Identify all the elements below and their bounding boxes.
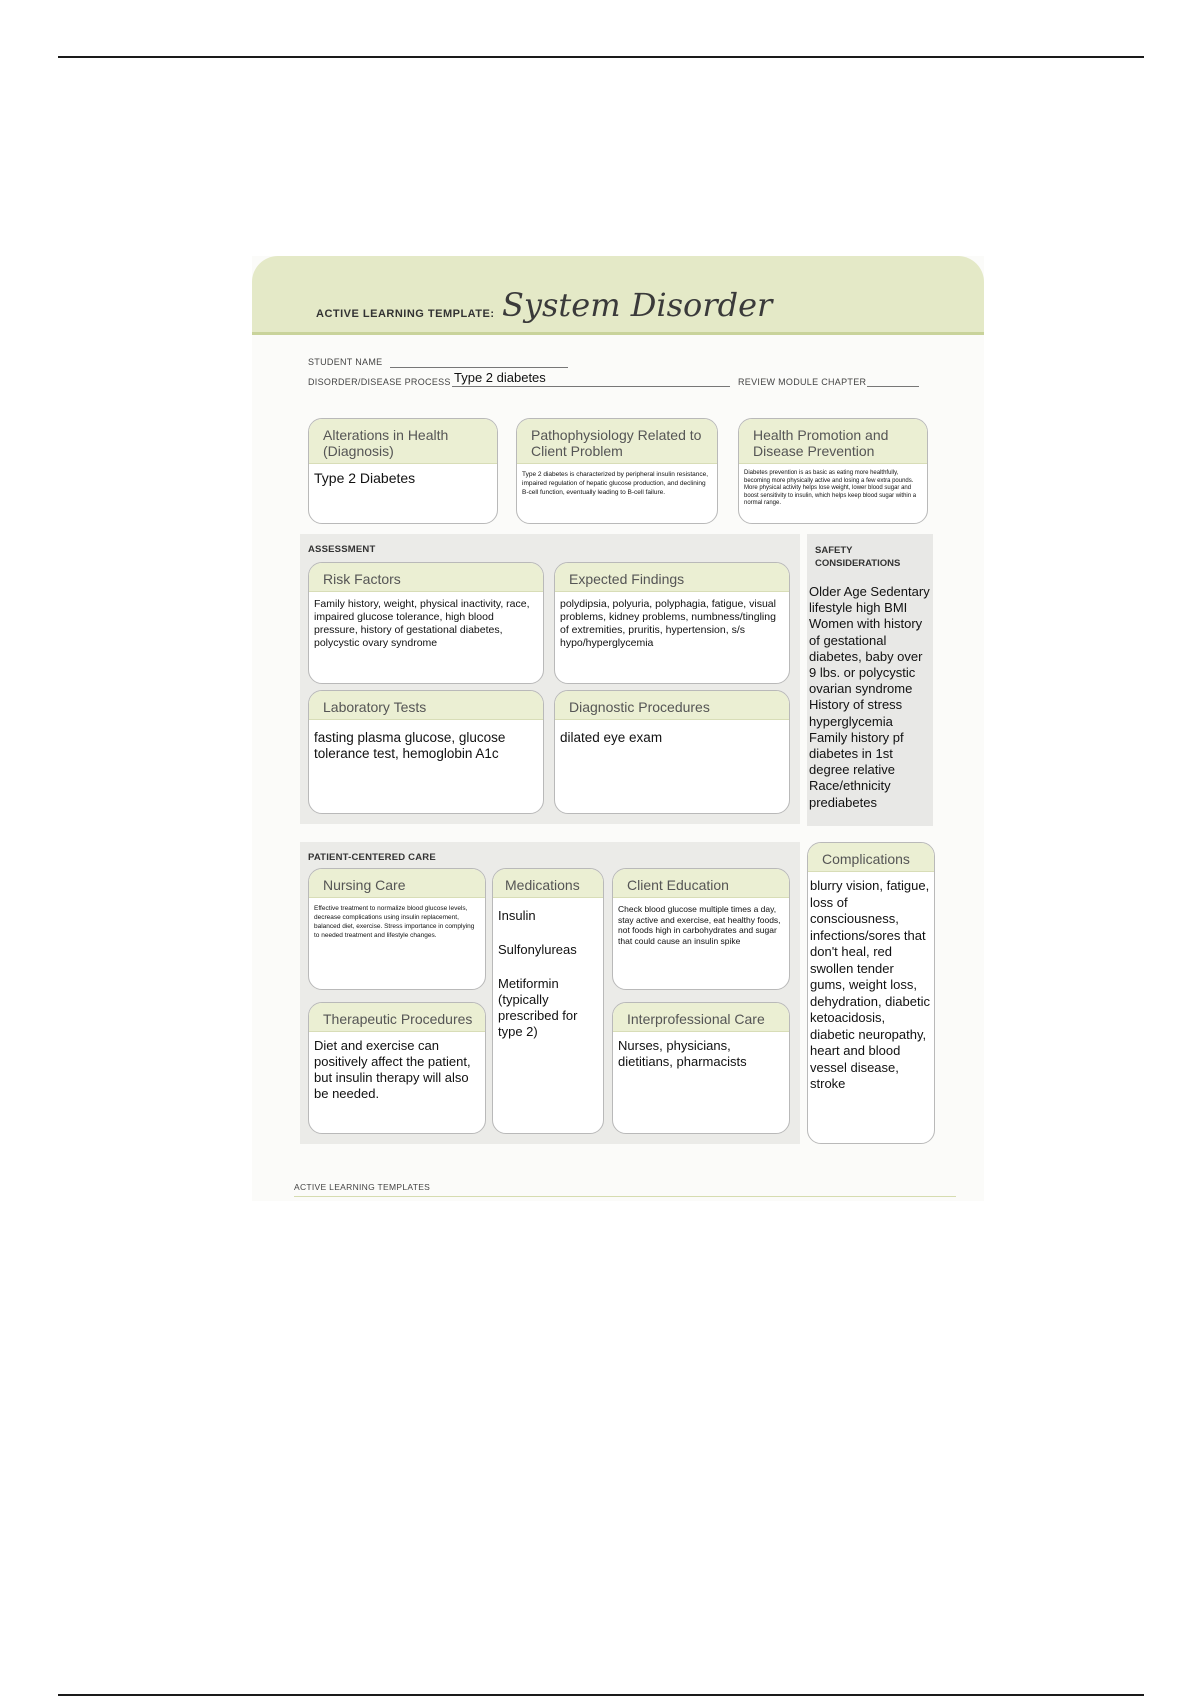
card-title: Complications (808, 843, 934, 872)
footer-label: ACTIVE LEARNING TEMPLATES (294, 1182, 431, 1192)
card-title: Expected Findings (555, 563, 789, 592)
card-laboratory-tests (308, 690, 544, 814)
card-alterations-in-health (308, 418, 498, 524)
assessment-title: ASSESSMENT (308, 544, 376, 555)
card-title: Diagnostic Procedures (555, 691, 789, 720)
student-name-line (390, 367, 568, 368)
review-module-line (867, 386, 919, 387)
card-title: Pathophysiology Related to Client Problem (517, 419, 717, 464)
card-title: Laboratory Tests (309, 691, 543, 720)
page-top-rule (58, 56, 1144, 58)
card-risk-factors (308, 562, 544, 684)
medication-item: Sulfonylureas (498, 942, 577, 957)
card-body: fasting plasma glucose, glucose tolerance test, hemoglobin A1c (314, 730, 506, 761)
banner-label: ACTIVE LEARNING TEMPLATE: (316, 308, 495, 320)
card-title: Health Promotion and Disease Prevention (739, 419, 927, 464)
card-therapeutic-procedures (308, 1002, 486, 1134)
page-bottom-rule (58, 1694, 1144, 1696)
medications-list (493, 898, 603, 1064)
card-body: Nurses, physicians, dietitians, pharmacists (618, 1038, 747, 1069)
card-body: Effective treatment to normalize blood glucose levels, decrease complications using insulin replacement, balanced diet, exercise. Stress importance in complying to needed treatment and lifestyle changes. (314, 905, 475, 939)
assessment-panel (300, 534, 800, 824)
card-health-promotion (738, 418, 928, 524)
card-medications (492, 868, 604, 1134)
card-body: dilated eye exam (560, 730, 663, 745)
card-body: Check blood glucose multiple times a day, stay active and exercise, eat healthy foods, not foods high in carbohydrates and sugar that could cause an insulin spike (618, 904, 781, 946)
template-sheet (252, 256, 984, 1201)
card-body: Type 2 Diabetes (314, 470, 416, 486)
card-interprofessional-care (612, 1002, 790, 1134)
patient-centered-care-panel (300, 842, 800, 1144)
safety-body: Older Age Sedentary lifestyle high BMI Women with history of gestational diabetes, baby over 9 lbs. or polycystic ovarian syndrome History of stress hyperglycemia Family history pf diabetes in 1st degree relative Race/ethnicity prediabetes (809, 584, 930, 810)
card-expected-findings (554, 562, 790, 684)
card-body: Diabetes prevention is as basic as eating more healthfully, becoming more physically active and losing a few extra pounds. More physical activity helps lose weight, lower blood sugar and boost sensitivity to insulin, which helps keep blood sugar within a normal range. (744, 470, 917, 506)
disorder-label: DISORDER/DISEASE PROCESS (308, 377, 451, 387)
disorder-value: Type 2 diabetes (454, 370, 546, 385)
footer-rule (294, 1196, 956, 1197)
banner-title: System Disorder (502, 286, 773, 324)
card-title: Therapeutic Procedures (309, 1003, 485, 1032)
medication-item: Metiformin (typically prescribed for type 2) (498, 976, 578, 1039)
card-body: Type 2 diabetes is characterized by peripheral insulin resistance, impaired regulation of hepatic glucose production, and declining B-cell function, eventually leading to B-cell failure. (522, 471, 709, 496)
card-title: Client Education (613, 869, 789, 898)
card-body: Diet and exercise can positively affect the patient, but insulin therapy will also be needed. (314, 1038, 471, 1101)
card-client-education (612, 868, 790, 990)
card-nursing-care (308, 868, 486, 990)
card-complications (807, 842, 935, 1144)
template-banner (252, 256, 984, 335)
safety-considerations (807, 534, 933, 826)
safety-title: SAFETY CONSIDERATIONS (815, 545, 901, 569)
card-pathophysiology (516, 418, 718, 524)
card-title: Nursing Care (309, 869, 485, 898)
care-title: PATIENT-CENTERED CARE (308, 852, 436, 863)
card-diagnostic-procedures (554, 690, 790, 814)
review-module-label: REVIEW MODULE CHAPTER (738, 377, 867, 387)
student-name-label: STUDENT NAME (308, 357, 383, 367)
card-title: Interprofessional Care (613, 1003, 789, 1032)
medication-item: Insulin (498, 908, 536, 923)
card-title: Risk Factors (309, 563, 543, 592)
card-body: polydipsia, polyuria, polyphagia, fatigue, visual problems, kidney problems, numbness/tingling of extremities, pruritis, hypertension, s/s hypo/hyperglycemia (560, 598, 776, 649)
card-title: Medications (493, 869, 603, 898)
card-body: blurry vision, fatigue, loss of consciousness, infections/sores that don't heal, red swollen tender gums, weight loss, dehydration, diabetic ketoacidosis, diabetic neuropathy, heart and blood vessel disease, stroke (810, 878, 930, 1091)
disorder-line (452, 386, 730, 387)
card-body: Family history, weight, physical inactivity, race, impaired glucose tolerance, high blood pressure, history of gestational diabetes, polycystic ovary syndrome (314, 598, 530, 649)
card-title: Alterations in Health (Diagnosis) (309, 419, 497, 464)
